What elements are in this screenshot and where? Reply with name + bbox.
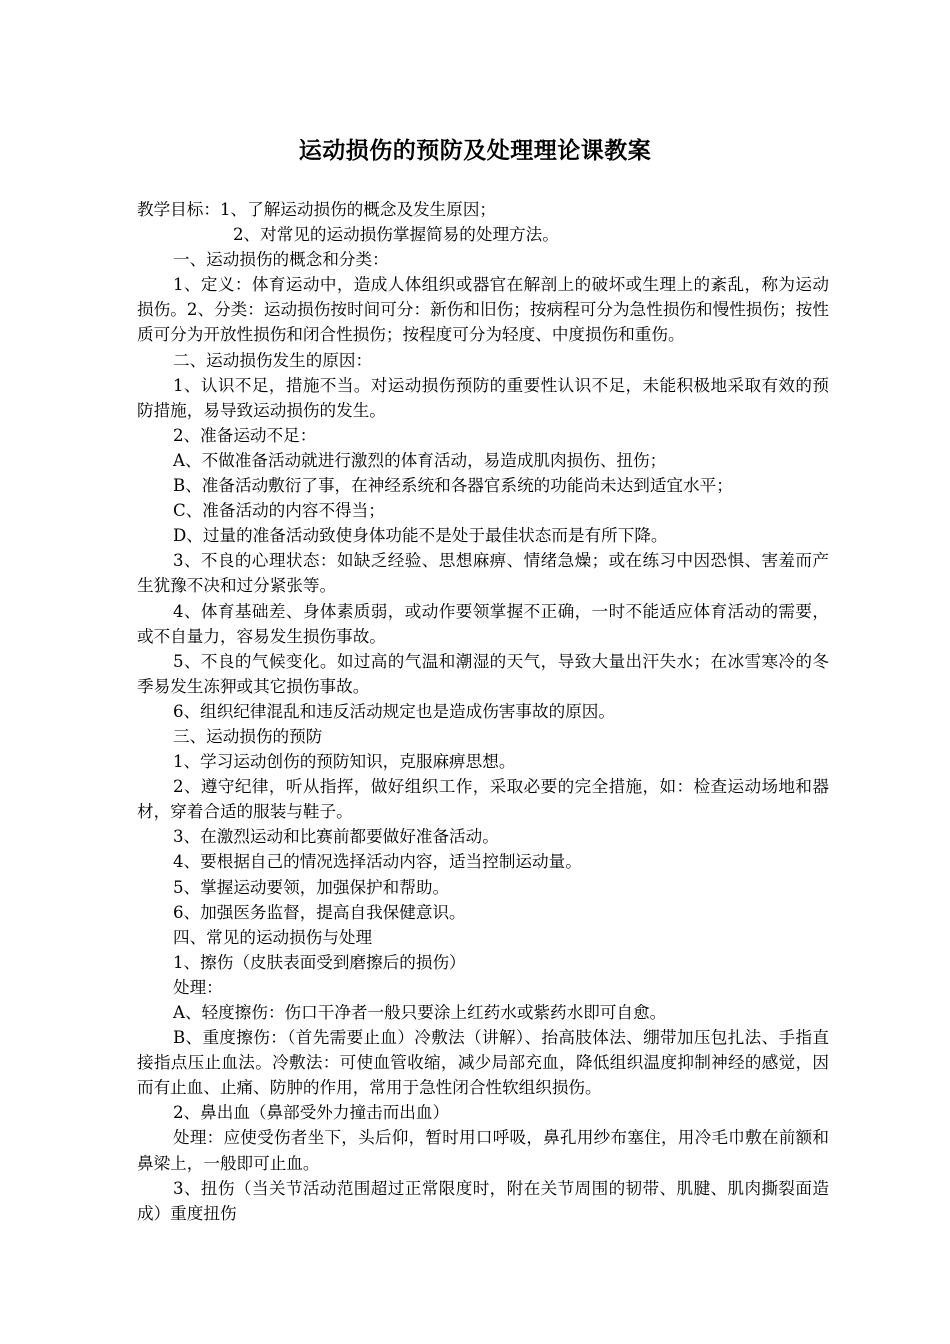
document-title: 运动损伤的预防及处理理论课教案 — [298, 137, 652, 164]
paragraph-cause-3: 3、不良的心理状态：如缺乏经验、思想麻痹、情绪急燥；或在练习中因恐惧、害羞而产生犹豫不决和过分紧张等。 — [137, 551, 829, 596]
section-heading-3: 三、运动损伤的预防 — [173, 726, 323, 746]
paragraph-cause-4: 4、体育基础差、身体素质弱，或动作要领掌握不正确，一时不能适应体育活动的需要，或不自量力，容易发生损伤事故。 — [137, 601, 829, 646]
paragraph-treatment-label: 处理： — [173, 977, 223, 997]
paragraph-cause-2d: D、过量的准备活动致使身体功能不是处于最佳状态而是有所下降。 — [173, 526, 668, 546]
paragraph-cause-1: 1、认识不足，措施不当。对运动损伤预防的重要性认识不足，未能积极地采取有效的预防措施，易导致运动损伤的发生。 — [137, 375, 829, 420]
paragraph-prevention-1: 1、学习运动创伤的预防知识，克服麻痹思想。 — [173, 752, 516, 772]
section-heading-2: 二、运动损伤发生的原因： — [173, 350, 373, 370]
teaching-goal-2: 2、对常见的运动损伤掌握简易的处理方法。 — [233, 225, 559, 245]
paragraph-abrasion: 1、擦伤（皮肤表面受到磨擦后的损伤） — [173, 952, 466, 972]
paragraph-cause-2a: A、不做准备活动就进行激烈的体育活动，易造成肌肉损伤、扭伤； — [173, 450, 667, 470]
document-body — [137, 197, 829, 1226]
paragraph-definition: 1、定义：体育运动中，造成人体组织或器官在解剖上的破坏或生理上的紊乱，称为运动损伤。2、分类：运动损伤按时间可分：新伤和旧伤；按病程可分为急性损伤和慢性损伤；按性质可分为开放性损伤和闭合性损伤；按程度可分为轻度、中度损伤和重伤。 — [137, 275, 829, 345]
paragraph-abrasion-severe: B、重度擦伤：（首先需要止血）冷敷法（讲解）、抬高肢体法、绷带加压包扎法、手指直接指点压止血法。冷敷法：可使血管收缩，减少局部充血，降低组织温度抑制神经的感觉，因而有止血、止痛、防肿的作用，常用于急性闭合性软组织损伤。 — [137, 1028, 829, 1098]
paragraph-prevention-4: 4、要根据自己的情况选择活动内容，适当控制运动量。 — [173, 852, 582, 872]
paragraph-sprain: 3、扭伤（当关节活动范围超过正常限度时，附在关节周围的韧带、肌腱、肌肉撕裂面造成）重度扭伤 — [137, 1178, 829, 1223]
paragraph-cause-2c: C、准备活动的内容不得当； — [173, 501, 385, 521]
paragraph-cause-6: 6、组织纪律混乱和违反活动规定也是造成伤害事故的原因。 — [173, 701, 615, 721]
paragraph-cause-2: 2、准备运动不足： — [173, 425, 317, 445]
section-heading-1: 一、运动损伤的概念和分类： — [173, 250, 389, 270]
paragraph-prevention-6: 6、加强医务监督，提高自我保健意识。 — [173, 902, 466, 922]
paragraph-cause-2b: B、准备活动敷衍了事，在神经系统和各器官系统的功能尚未达到适宜水平； — [173, 476, 733, 496]
paragraph-nosebleed-treatment: 处理：应使受伤者坐下，头后仰，暂时用口呼吸，鼻孔用纱布塞住，用冷毛巾敷在前额和鼻梁上，一般即可止血。 — [137, 1128, 829, 1173]
paragraph-cause-5: 5、不良的气候变化。如过高的气温和潮湿的天气，导致大量出汗失水；在冰雪寒冷的冬季易发生冻狎或其它损伤事故。 — [137, 651, 829, 696]
paragraph-prevention-3: 3、在激烈运动和比赛前都要做好准备活动。 — [173, 827, 499, 847]
paragraph-abrasion-mild: A、轻度擦伤：伤口干净者一般只要涂上红药水或紫药水即可自愈。 — [173, 1003, 667, 1022]
paragraph-prevention-2: 2、遵守纪律，听从指挥，做好组织工作，采取必要的完全措施，如：检查运动场地和器材，穿着合适的服装与鞋子。 — [137, 777, 829, 822]
teaching-goal-1: 教学目标：1、了解运动损伤的概念及发生原因； — [137, 200, 497, 219]
section-heading-4: 四、常见的运动损伤与处理 — [173, 927, 373, 947]
paragraph-nosebleed: 2、鼻出血（鼻部受外力撞击而出血） — [173, 1103, 450, 1123]
paragraph-prevention-5: 5、掌握运动要领，加强保护和帮助。 — [173, 877, 450, 897]
